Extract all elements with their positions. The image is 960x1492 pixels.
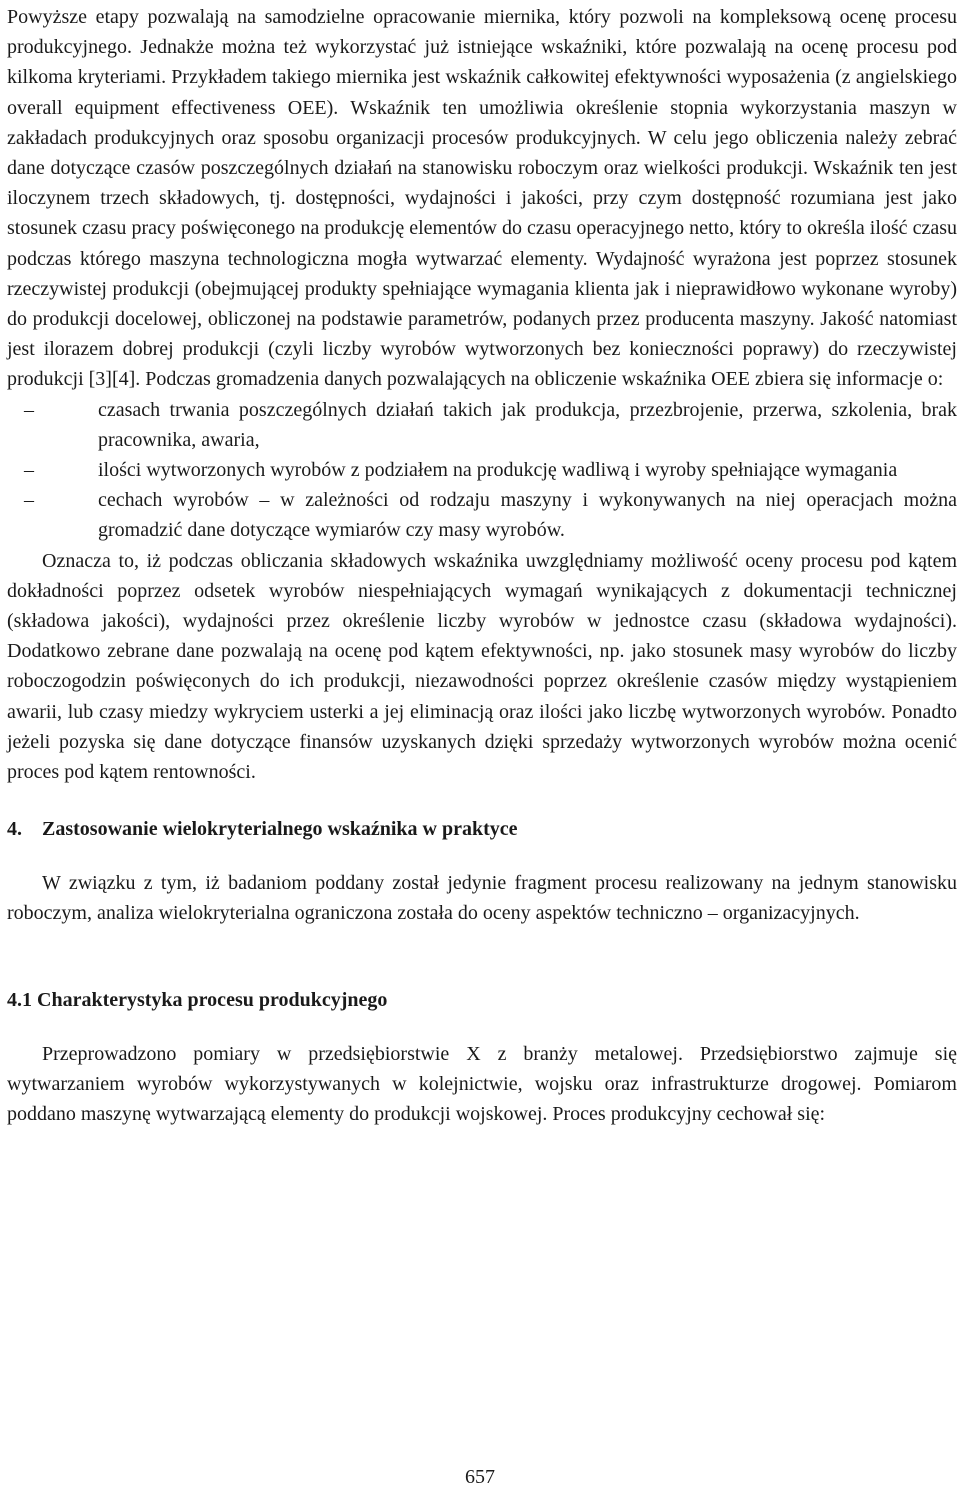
list-item	[7, 395, 957, 455]
paragraph-evaluation: Oznacza to, iż podczas obliczania składowych wskaźnika uwzględniamy możliwość oceny procesu pod kątem dokładności poprzez odsetek wyrobów niespełniających wymagań wynikających z dokumentacji technicznej (składowa jakości), wydajności przez określenie liczby wyrobów w jednostce czasu (składowa wydajności). Dodatkowo zebrane dane pozwalają na ocenę pod kątem efektywności, np. jako stosunek masy wyrobów do liczby roboczogodzin poświęconych do ich produkcji, niezawodności poprzez określenie czasów między wystąpieniem awarii, lub czasy miedzy wykryciem usterki a jej eliminacją oraz ilości jako liczbę wytworzonych wyrobów. Ponadto jeżeli pozyska się dane dotyczące finansów uzyskanych dzięki sprzedaży wytworzonych wyrobów można ocenić proces pod kątem rentowności.	[7, 549, 957, 784]
page-number: 657	[465, 1466, 495, 1488]
section-4-1-paragraph: Przeprowadzono pomiary w przedsiębiorstwie X z branży metalowej. Przedsiębiorstwo zajmuje się wytwarzaniem wyrobów wykorzystywanych w kolejnictwie, wojsku oraz infrastrukturze drogowej. Pomiarom poddano maszynę wytwarzającą elementy do produkcji wojskowej. Proces produkcyjny cechował się:	[7, 1042, 957, 1126]
section-4-heading	[7, 814, 957, 844]
list-item-text: cechach wyrobów – w zależności od rodzaju maszyny i wykonywanych na niej operacjach można gromadzić dane dotyczące wymiarów czy masy wyrobów.	[98, 489, 957, 542]
list-item	[7, 455, 957, 485]
section-4-1-heading: 4.1 Charakterystyka procesu produkcyjnego	[7, 988, 388, 1011]
dash-bullet: –	[24, 459, 34, 482]
section-4-number: 4.	[7, 818, 22, 841]
dash-bullet: –	[24, 398, 34, 421]
list-item-text: czasach trwania poszczególnych działań takich jak produkcja, przezbrojenie, przerwa, szkolenia, brak pracownika, awaria,	[98, 398, 957, 451]
section-4-paragraph: W związku z tym, iż badaniom poddany został jedynie fragment procesu realizowany na jednym stanowisku roboczym, analiza wielokryterialna ograniczona została do oceny aspektów techniczno – organizacyjnych.	[7, 872, 957, 925]
section-4-title: Zastosowanie wielokryterialnego wskaźnika w praktyce	[42, 818, 518, 841]
list-item-text: ilości wytworzonych wyrobów z podziałem na produkcję wadliwą i wyroby spełniające wymagania	[98, 459, 898, 482]
information-list	[7, 395, 957, 546]
paragraph-oee-intro: Powyższe etapy pozwalają na samodzielne opracowanie miernika, który pozwoli na kompleksową ocenę procesu produkcyjnego. Jednakże można też wykorzystać już istniejące wskaźniki, które pozwalają na ocenę procesu pod kilkoma kryteriami. Przykładem takiego miernika jest wskaźnik całkowitej efektywności wyposażenia (z angielskiego overall equipment effectiveness OEE). Wskaźnik ten umożliwia określenie stopnia wykorzystania maszyn w zakładach produkcyjnych oraz sposobu organizacji procesów produkcyjnych. W celu jego obliczenia należy zebrać dane dotyczące czasów poszczególnych działań na stanowisku roboczym oraz wielkości produkcji. Wskaźnik ten jest iloczynem trzech składowych, tj. dostępności, wydajności i jakości, przy czym dostępność rozumiana jest jako stosunek czasu pracy poświęconego na produkcję elementów do czasu operacyjnego netto, który to określa ilość czasu podczas którego maszyna technologiczna mogła wytwarzać elementy. Wydajność wyrażona jest poprzez stosunek rzeczywistej produkcji (obejmującej produkty spełniające wymagania klienta jak i nieprawidłowo wykonane wyroby) do produkcji docelowej, obliczonej na podstawie parametrów, podanych przez producenta maszyny. Jakość natomiast jest ilorazem dobrej produkcji (czyli liczby wyrobów wytworzonych bez konieczności poprawy) do rzeczywistej produkcji [3][4]. Podczas gromadzenia danych pozwalających na obliczenie wskaźnika OEE zbiera się informacje o:	[7, 6, 957, 391]
list-item	[7, 485, 957, 545]
document-page	[7, 2, 957, 1129]
dash-bullet: –	[24, 489, 34, 512]
